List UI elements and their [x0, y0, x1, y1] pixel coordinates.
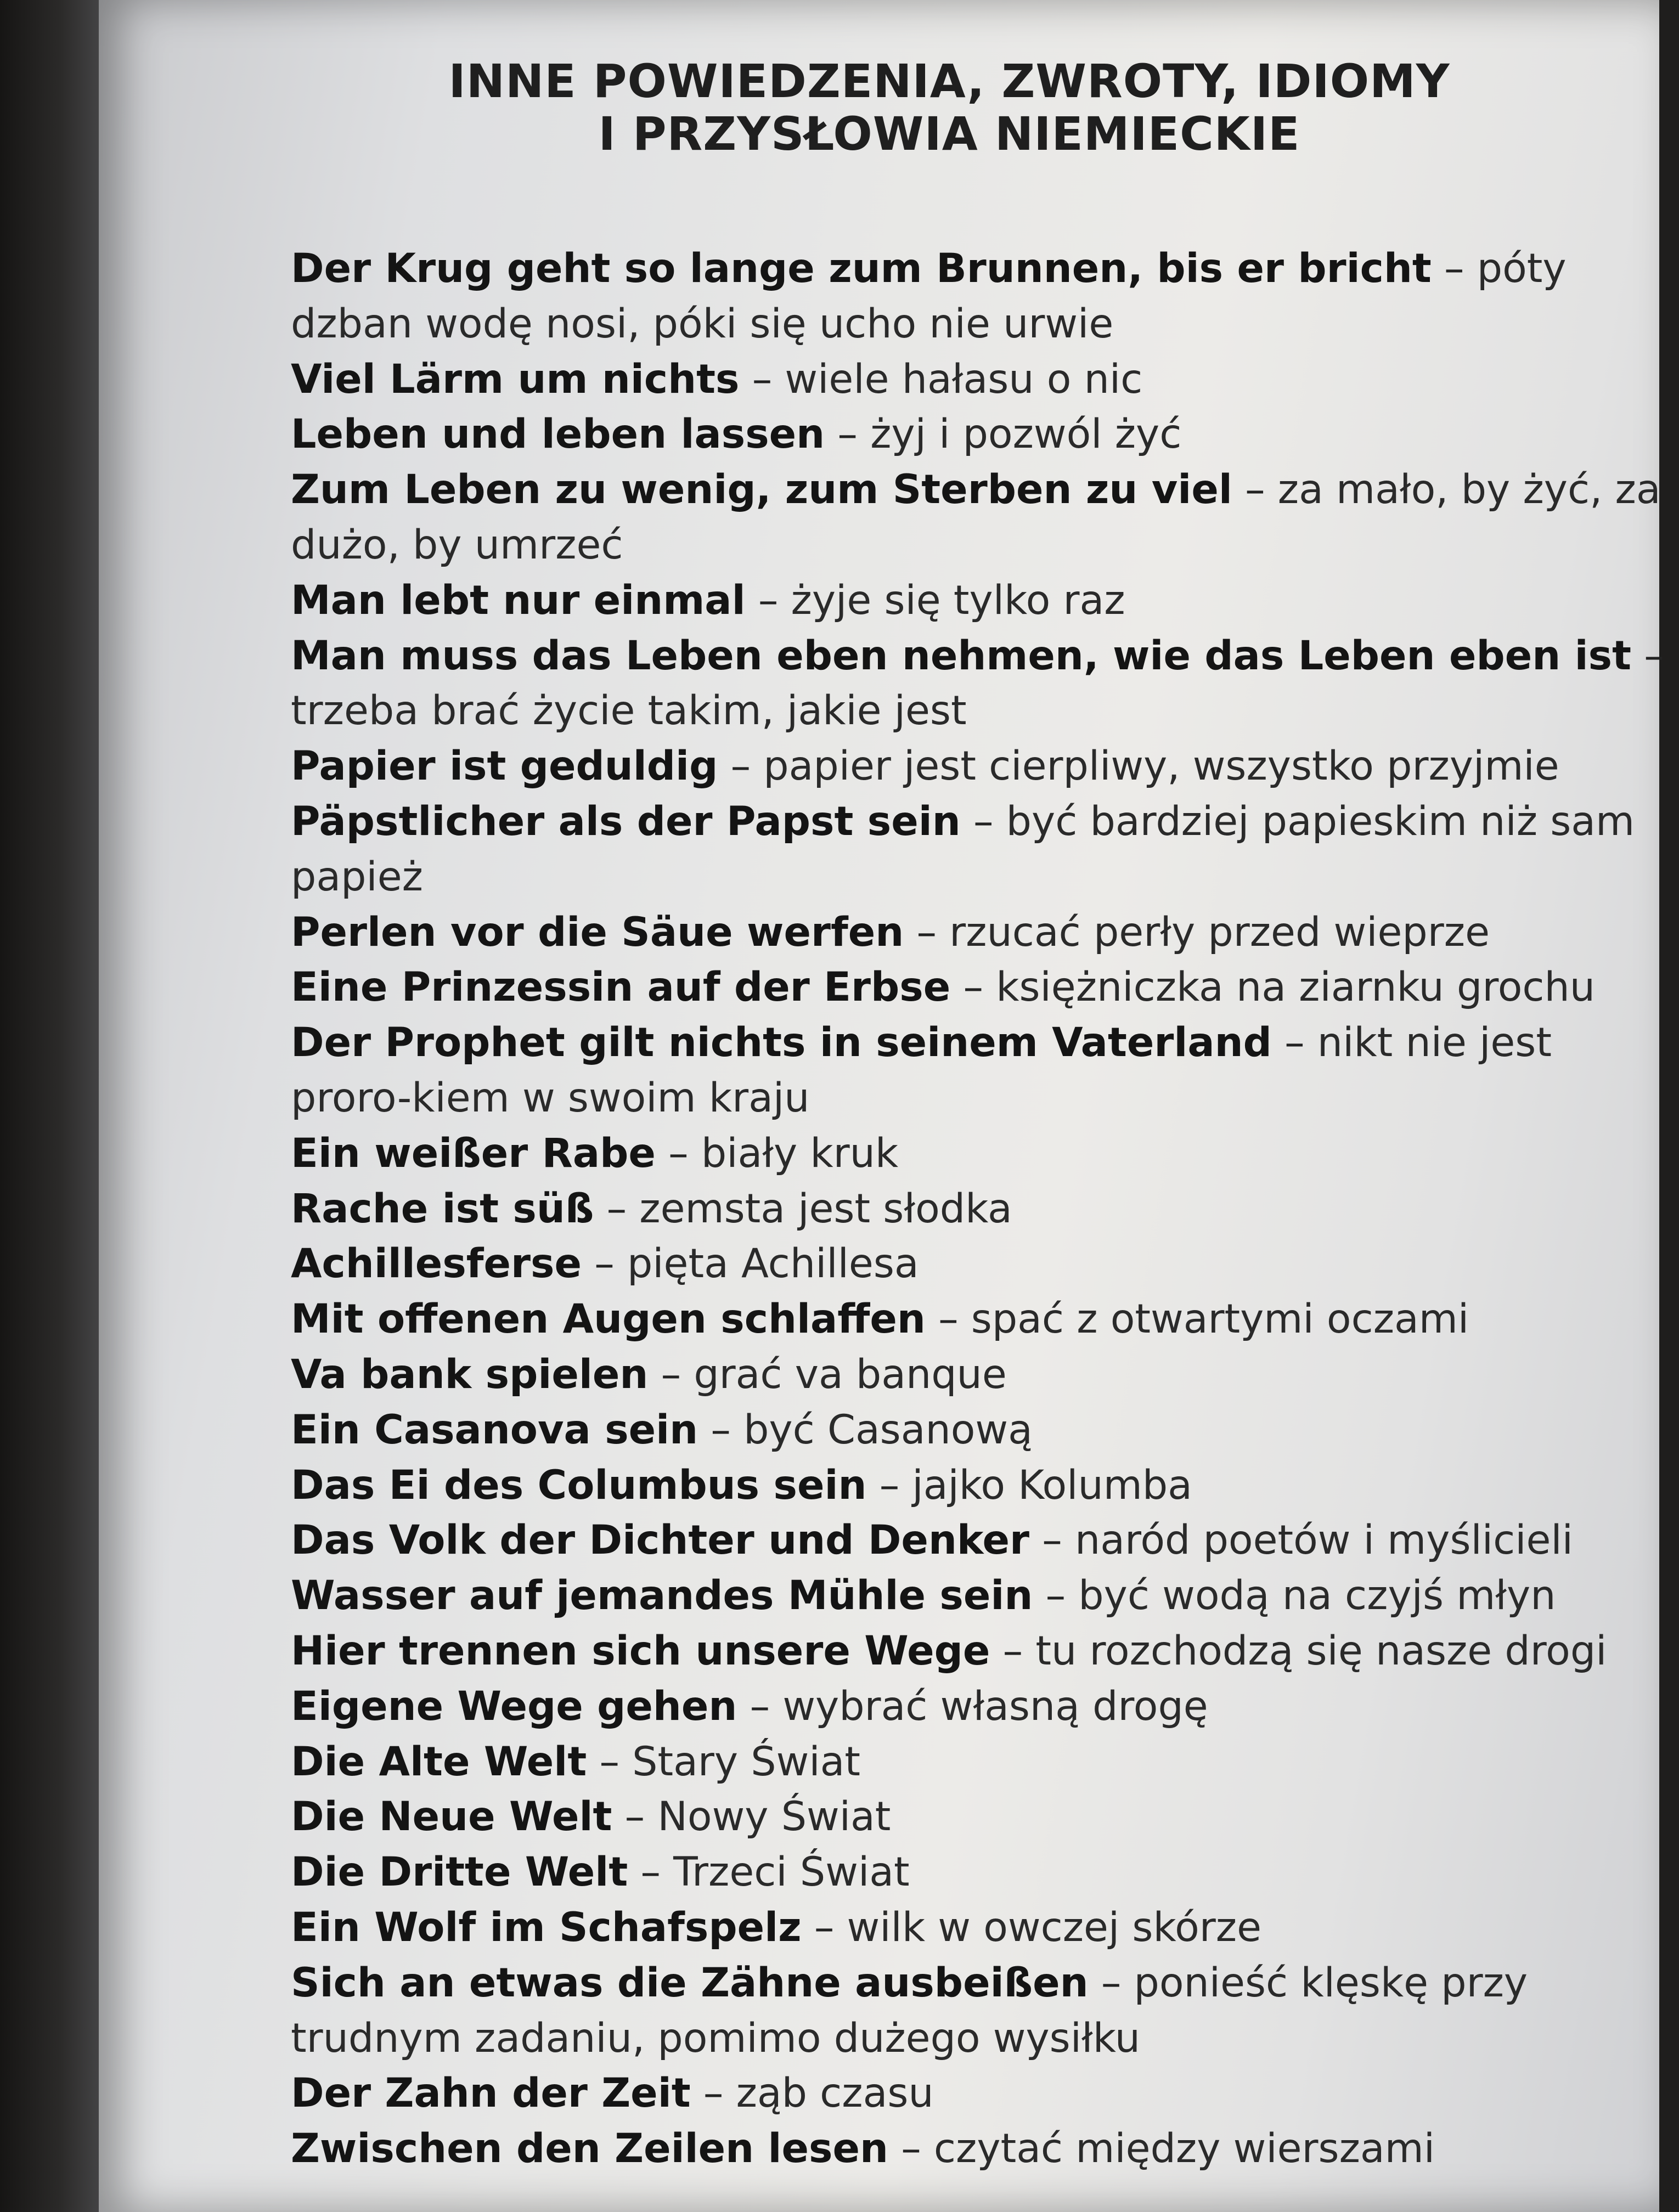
separator-dash: – — [730, 743, 751, 790]
polish-translation: czytać między wierszami — [933, 2125, 1435, 2172]
phrase-entry — [291, 1182, 1679, 1237]
polish-translation: za mało, by żyć, za dużo, by umrzeć — [291, 466, 1661, 568]
separator-dash: – — [624, 1793, 645, 1841]
polish-translation: tu rozchodzą się nasze drogi — [1035, 1627, 1607, 1674]
page-heading-line-2: I PRZYSŁOWIA NIEMIECKIE — [598, 107, 1300, 161]
german-phrase: Perlen vor die Säue werfen — [291, 909, 904, 956]
polish-translation: nikt nie jest proro-kiem w swoim kraju — [291, 1019, 1552, 1121]
phrase-entry — [291, 1679, 1679, 1735]
phrase-entry — [291, 2066, 1679, 2121]
german-phrase: Mit offenen Augen schlaffen — [291, 1296, 926, 1343]
phrase-entry — [291, 1624, 1679, 1679]
separator-dash: – — [711, 1406, 731, 1453]
german-phrase: Die Alte Welt — [291, 1738, 587, 1785]
german-phrase: Zum Leben zu wenig, zum Sterben zu viel — [291, 466, 1232, 514]
polish-translation: wiele hałasu o nic — [785, 356, 1143, 403]
phrase-entry — [291, 739, 1679, 794]
phrase-entry — [291, 1292, 1679, 1347]
polish-translation: Trzeci Świat — [673, 1849, 910, 1896]
polish-translation: wilk w owczej skórze — [847, 1904, 1262, 1951]
german-phrase: Das Ei des Columbus sein — [291, 1462, 867, 1509]
german-phrase: Achillesferse — [291, 1240, 582, 1288]
phrase-entry — [291, 794, 1679, 905]
polish-translation: zemsta jest słodka — [639, 1185, 1012, 1232]
separator-dash: – — [661, 1351, 681, 1398]
phrase-entry — [291, 1347, 1679, 1403]
german-phrase: Rache ist süß — [291, 1185, 594, 1232]
phrase-entry — [291, 462, 1679, 573]
phrase-entry — [291, 960, 1679, 1015]
separator-dash: – — [963, 964, 983, 1011]
phrase-entry — [291, 1790, 1679, 1845]
separator-dash: – — [599, 1738, 619, 1785]
polish-translation: Nowy Świat — [657, 1793, 891, 1841]
polish-translation: póty dzban wodę nosi, póki się ucho nie urwie — [291, 245, 1567, 347]
german-phrase: Zwischen den Zeilen lesen — [291, 2125, 888, 2172]
separator-dash: – — [1245, 466, 1265, 514]
separator-dash: – — [750, 1683, 770, 1730]
phrase-entry — [291, 1126, 1679, 1182]
separator-dash: – — [1101, 1959, 1122, 2006]
polish-translation: Stary Świat — [632, 1738, 860, 1785]
phrase-entry — [291, 905, 1679, 961]
separator-dash: – — [1284, 1019, 1305, 1066]
german-phrase: Man muss das Leben eben nehmen, wie das Leben eben ist — [291, 632, 1631, 679]
phrase-entry — [291, 352, 1679, 408]
german-phrase: Sich an etwas die Zähne ausbeißen — [291, 1959, 1089, 2006]
phrase-entry — [291, 1513, 1679, 1568]
separator-dash: – — [973, 798, 994, 845]
phrase-entry — [291, 1015, 1679, 1126]
german-phrase: Wasser auf jemandes Mühle sein — [291, 1572, 1033, 1620]
german-phrase: Man lebt nur einmal — [291, 577, 746, 624]
phrase-entry — [291, 629, 1679, 740]
phrase-entry — [291, 1845, 1679, 1900]
book-page — [99, 0, 1664, 2212]
separator-dash: – — [814, 1904, 835, 1951]
polish-translation: biały kruk — [701, 1130, 899, 1177]
polish-translation: trzeba brać życie takim, jakie jest — [291, 687, 967, 735]
german-phrase: Ein weißer Rabe — [291, 1130, 656, 1177]
phrase-entry — [291, 1237, 1679, 1292]
phrase-entry — [291, 241, 1679, 352]
polish-translation: księżniczka na ziarnku grochu — [996, 964, 1596, 1011]
german-phrase: Das Volk der Dichter und Denker — [291, 1517, 1030, 1564]
phrase-entry — [291, 407, 1679, 462]
polish-translation: być bardziej papieskim niż sam papież — [291, 798, 1635, 900]
german-phrase: Eine Prinzessin auf der Erbse — [291, 964, 951, 1011]
phrase-entry — [291, 1458, 1679, 1514]
german-phrase: Hier trennen sich unsere Wege — [291, 1627, 990, 1674]
polish-translation: rzucać perły przed wieprze — [949, 909, 1490, 956]
separator-dash: – — [1002, 1627, 1023, 1674]
separator-dash: – — [640, 1849, 661, 1896]
separator-dash: – — [1644, 632, 1664, 679]
polish-translation: wybrać własną drogę — [782, 1683, 1208, 1730]
separator-dash: – — [758, 577, 779, 624]
separator-dash: – — [752, 356, 773, 403]
polish-translation: papier jest cierpliwy, wszystko przyjmie — [763, 743, 1559, 790]
separator-dash: – — [668, 1130, 689, 1177]
separator-dash: – — [606, 1185, 627, 1232]
german-phrase: Papier ist geduldig — [291, 743, 718, 790]
polish-translation: jajko Kolumba — [912, 1462, 1192, 1509]
page-heading-line-1: INNE POWIEDZENIA, ZWROTY, IDIOMY — [448, 54, 1450, 108]
phrase-entry — [291, 1568, 1679, 1624]
polish-translation: spać z otwartymi oczami — [971, 1296, 1469, 1343]
german-phrase: Die Dritte Welt — [291, 1849, 628, 1896]
phrase-entry — [291, 2121, 1679, 2177]
separator-dash: – — [594, 1240, 615, 1288]
phrase-entry — [291, 573, 1679, 629]
separator-dash: – — [879, 1462, 900, 1509]
separator-dash: – — [837, 411, 858, 458]
german-phrase: Va bank spielen — [291, 1351, 649, 1398]
separator-dash: – — [1045, 1572, 1066, 1620]
polish-translation: być wodą na czyjś młyn — [1078, 1572, 1556, 1620]
german-phrase: Viel Lärm um nichts — [291, 356, 740, 403]
phrase-entry — [291, 1900, 1679, 1956]
polish-translation: być Casanową — [743, 1406, 1033, 1453]
polish-translation: grać va banque — [694, 1351, 1007, 1398]
phrase-entry — [291, 1956, 1679, 2067]
german-phrase: Der Prophet gilt nichts in seinem Vaterland — [291, 1019, 1272, 1066]
german-phrase: Der Krug geht so lange zum Brunnen, bis er bricht — [291, 245, 1432, 292]
page-heading — [428, 55, 1470, 160]
phrase-entry — [291, 1735, 1679, 1790]
german-phrase: Ein Casanova sein — [291, 1406, 698, 1453]
separator-dash: – — [1042, 1517, 1062, 1564]
german-phrase: Die Neue Welt — [291, 1793, 612, 1841]
book-spine-shadow — [0, 0, 110, 2212]
polish-translation: żyje się tylko raz — [791, 577, 1125, 624]
polish-translation: ząb czasu — [736, 2070, 934, 2117]
separator-dash: – — [901, 2125, 921, 2172]
separator-dash: – — [703, 2070, 724, 2117]
separator-dash: – — [916, 909, 937, 956]
phrase-entry — [291, 1403, 1679, 1458]
separator-dash: – — [1444, 245, 1464, 292]
german-phrase: Leben und leben lassen — [291, 411, 825, 458]
german-phrase: Eigene Wege gehen — [291, 1683, 737, 1730]
polish-translation: ponieść klęskę przy trudnym zadaniu, pomimo dużego wysiłku — [291, 1959, 1528, 2062]
phrase-list — [291, 241, 1679, 2177]
polish-translation: pięta Achillesa — [627, 1240, 919, 1288]
german-phrase: Der Zahn der Zeit — [291, 2070, 691, 2117]
german-phrase: Päpstlicher als der Papst sein — [291, 798, 961, 845]
polish-translation: naród poetów i myślicieli — [1074, 1517, 1573, 1564]
german-phrase: Ein Wolf im Schafspelz — [291, 1904, 802, 1951]
separator-dash: – — [938, 1296, 959, 1343]
polish-translation: żyj i pozwól żyć — [870, 411, 1182, 458]
